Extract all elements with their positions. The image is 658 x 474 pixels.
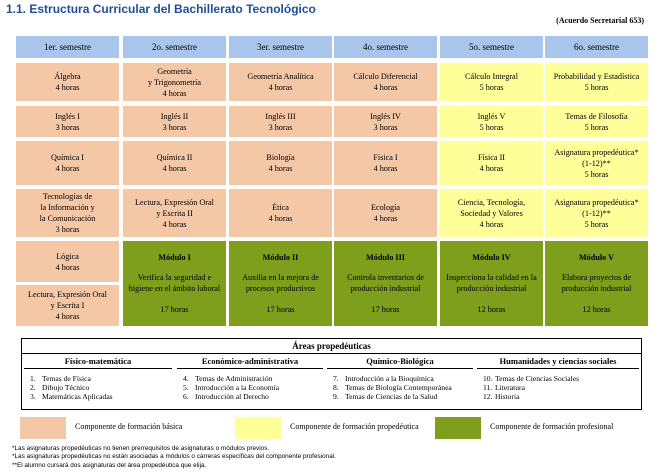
module-cell — [123, 241, 226, 326]
module-title: Módulo II — [262, 253, 299, 262]
area-subject-number: 6. — [183, 392, 189, 402]
subject-cell — [440, 106, 543, 137]
module-hours: 12 horas — [477, 305, 506, 314]
module-cell — [334, 241, 437, 326]
area-subject-number: 11. — [483, 383, 493, 393]
legend-label: Componente de formación básica — [75, 422, 183, 431]
area-subject-name: Temas de Biología Contemporánea — [345, 383, 452, 393]
area-subject-number: 12. — [483, 392, 493, 402]
cell-text-line: 4 horas — [55, 312, 80, 321]
area-subject — [24, 392, 172, 401]
footnotes — [12, 445, 336, 470]
module-description: Auxilia en la mejora de — [242, 273, 319, 282]
cell-text-line: Ciencia, Tecnología, — [457, 197, 526, 207]
cell-text-line: Geometría — [157, 66, 192, 76]
legend-swatch — [20, 417, 66, 439]
module-description: Verifica la seguridad e — [137, 273, 212, 282]
cell-text-line: 3 horas — [268, 122, 293, 132]
area-column — [477, 356, 639, 402]
cell-text-line: y Escrita II — [156, 208, 193, 218]
module-hours: 17 horas — [371, 305, 400, 314]
area-column — [327, 356, 473, 402]
cell-text-line: 4 horas — [268, 83, 293, 92]
area-subject-number: 10. — [483, 374, 493, 383]
semester-header: 2o. semestre — [123, 36, 226, 58]
cell-text-line: Inglés I — [55, 111, 80, 121]
cell-text-line: 4 horas — [268, 164, 293, 173]
subject-cell — [334, 141, 437, 185]
cell-text-line: 4 horas — [162, 164, 187, 173]
subject-cell — [334, 189, 437, 237]
area-subject — [477, 392, 639, 401]
subject-cell — [123, 189, 226, 237]
area-subject — [177, 374, 323, 383]
semester-header: 1er. semestre — [16, 36, 119, 58]
cell-text-line: Lógica — [56, 251, 79, 261]
area-subject — [477, 374, 639, 383]
module-hours: 17 horas — [266, 305, 295, 314]
cell-text-line: Inglés III — [265, 111, 296, 121]
cell-text-line: Asignatura propedéutica* — [554, 197, 639, 207]
area-subject-name: Temas de Administración — [195, 374, 273, 383]
subject-cell — [545, 63, 648, 101]
cell-text-line: 4 horas — [55, 83, 80, 92]
area-subject-name: Introducción a la Bioquímica — [345, 374, 434, 383]
subject-cell — [545, 189, 648, 237]
module-cell — [229, 241, 332, 326]
module-cell — [545, 241, 648, 326]
cell-text-line: Probabilidad y Estadística — [553, 72, 640, 81]
areas-divider — [22, 353, 641, 354]
cell-text-line: Inglés IV — [370, 111, 401, 121]
module-title: Módulo V — [578, 253, 615, 262]
cell-text-line: Química II — [156, 153, 193, 162]
subject-cell — [545, 141, 648, 185]
cell-text-line: 5 horas — [584, 219, 609, 229]
cell-text-line: Ecología — [370, 203, 401, 212]
subject-cell — [229, 189, 332, 237]
cell-text-line: 4 horas — [373, 164, 398, 173]
cell-text-line: Álgebra — [54, 72, 81, 81]
subject-cell — [440, 63, 543, 101]
cell-text-line: 5 horas — [479, 122, 504, 132]
cell-text-line: Química I — [51, 153, 84, 162]
cell-text-line: Asignatura propedéutica* — [554, 147, 639, 157]
cell-text-line: y Escrita I — [50, 301, 85, 310]
area-heading: Químico-Biológica — [327, 356, 473, 369]
cell-text-line: Cálculo Integral — [465, 72, 518, 81]
semester-header: 6o. semestre — [545, 36, 648, 58]
area-subject-name: Temas de Ciencias de la Salud — [345, 392, 438, 402]
subject-cell — [334, 63, 437, 101]
area-heading: Físico-matemática — [24, 356, 172, 369]
module-description: procesos productivos — [245, 284, 316, 293]
legend-label: Componente de formación propedéutica — [290, 422, 419, 431]
page-title: 1.1. Estructura Curricular del Bachillerato Tecnológico — [6, 2, 316, 16]
area-subject-name: Temas de Física — [42, 374, 91, 383]
subject-cell — [229, 141, 332, 185]
subject-cell-lectura-1 — [16, 285, 119, 326]
module-title: Módulo I — [158, 253, 191, 262]
cell-text-line: 4 horas — [55, 262, 80, 272]
area-subject-number: 5. — [183, 383, 189, 393]
cell-text-line: 4 horas — [373, 214, 398, 223]
module-description: Elabora proyectos de — [561, 273, 632, 282]
acuerdo-label: (Acuerdo Secretarial 653) — [556, 16, 644, 25]
cell-text-line: y Trigonometría — [148, 77, 201, 87]
cell-text-line: Lectura, Expresión Oral — [28, 290, 107, 299]
area-subject — [24, 374, 172, 383]
cell-text-line: 4 horas — [55, 164, 80, 173]
area-subject-name: Matemáticas Aplicadas — [42, 392, 113, 402]
areas-propedeuticas-table — [21, 338, 642, 410]
module-hours: 12 horas — [582, 305, 611, 314]
area-subject — [327, 374, 473, 383]
area-subject-name: Introducción al Derecho — [195, 392, 269, 402]
area-subject-number: 3. — [30, 392, 36, 402]
area-heading: Humanidades y ciencias sociales — [477, 356, 639, 369]
cell-text-line: Temas de Filosofía — [565, 111, 628, 121]
area-subject-name: Historia — [495, 392, 520, 402]
legend-swatch — [435, 417, 481, 439]
cell-text-line: Inglés V — [477, 111, 506, 121]
cell-text-line: la Información y — [40, 203, 95, 212]
area-subject-number: 8. — [333, 383, 339, 393]
cell-text-line: Geometría Analítica — [247, 72, 314, 81]
subject-cell — [16, 63, 119, 101]
area-subject — [24, 383, 172, 392]
module-description: producción industrial — [561, 284, 632, 293]
cell-text-line: Biología — [266, 153, 295, 162]
area-subject-number: 7. — [333, 374, 339, 383]
cell-text-line: 4 horas — [373, 83, 398, 92]
area-subject-name: Literatura — [495, 383, 525, 393]
subject-cell — [229, 106, 332, 137]
cell-text-line: 4 horas — [479, 164, 504, 173]
footnote-3: **El alumno cursará dos asignaturas del área propedéutica que elija. — [12, 461, 207, 469]
area-subject-number: 2. — [30, 383, 36, 393]
module-description: producción industrial — [456, 284, 527, 293]
semester-header: 5o. semestre — [440, 36, 543, 58]
semester-header: 3er. semestre — [229, 36, 332, 58]
area-subject-name: Dibujo Técnico — [42, 383, 90, 393]
module-hours: 17 horas — [160, 305, 189, 314]
subject-cell — [334, 106, 437, 137]
area-subject-number: 9. — [333, 392, 339, 402]
area-subject — [177, 383, 323, 392]
cell-text-line: Física I — [373, 153, 398, 162]
module-title: Módulo IV — [472, 253, 511, 262]
subject-cell — [229, 63, 332, 101]
area-subject — [177, 392, 323, 401]
subject-cell — [16, 189, 119, 237]
areas-title: Áreas propedéuticas — [292, 341, 371, 351]
area-subject-number: 4. — [183, 374, 189, 383]
area-subject — [327, 383, 473, 392]
cell-text-line: Sociedad y Valores — [460, 208, 523, 218]
cell-text-line: Lectura, Expresión Oral — [135, 197, 214, 207]
area-subject-number: 1. — [30, 374, 36, 383]
semester-header: 4o. semestre — [334, 36, 437, 58]
cell-text-line: 4 horas — [268, 214, 293, 223]
cell-text-line: Física II — [477, 153, 506, 162]
module-cell — [440, 241, 543, 326]
module-description: higiene en el ámbito laboral — [128, 284, 221, 293]
cell-text-line: 4 horas — [162, 219, 187, 229]
legend-swatch — [235, 417, 281, 439]
subject-cell — [440, 141, 543, 185]
area-heading: Económico-administrativa — [177, 356, 323, 369]
cell-text-line: 5 horas — [584, 169, 609, 179]
subject-cell — [123, 106, 226, 137]
area-subject — [477, 383, 639, 392]
subject-cell — [440, 189, 543, 237]
cell-text-line: Inglés II — [160, 111, 189, 121]
cell-text-line: 3 horas — [162, 122, 187, 132]
cell-text-line: 3 horas — [55, 225, 80, 234]
subject-cell — [123, 63, 226, 101]
cell-text-line: 5 horas — [584, 83, 609, 92]
area-subject — [327, 392, 473, 401]
subject-cell — [16, 141, 119, 185]
cell-text-line: (1-12)** — [582, 208, 611, 218]
subject-cell-logica — [16, 241, 119, 282]
module-description: Inspecciona la calidad en la — [446, 273, 537, 282]
cell-text-line: 4 horas — [162, 88, 187, 98]
cell-text-line: 3 horas — [55, 122, 80, 132]
cell-text-line: Ética — [272, 203, 289, 212]
area-column — [177, 356, 323, 402]
legend-label: Componente de formación profesional — [490, 422, 614, 431]
module-description: Controla inventarios de — [347, 273, 424, 282]
footnote-2: *Las asignaturas propedéuticas no están asociadas a módulos o carreras específicas del componente profesional. — [12, 453, 336, 461]
cell-text-line: Cálculo Diferencial — [353, 72, 418, 81]
cell-text-line: (1-12)** — [582, 158, 611, 168]
module-title: Módulo III — [366, 253, 405, 262]
cell-text-line: 3 horas — [373, 122, 398, 132]
cell-text-line: 4 horas — [479, 219, 504, 229]
cell-text-line: 5 horas — [584, 122, 609, 132]
module-description: producción industrial — [350, 284, 421, 293]
area-column — [24, 356, 172, 402]
cell-text-line: Tecnologías de — [42, 192, 93, 201]
footnote-1: *Las asignaturas propedéuticas no tienen prerrequisitos de asignaturas o módulos previos. — [12, 445, 270, 452]
area-subject-name: Introducción a la Economía — [195, 383, 280, 393]
subject-cell — [123, 141, 226, 185]
cell-text-line: la Comunicación — [39, 214, 96, 223]
subject-cell — [545, 106, 648, 137]
area-subject-name: Temas de Ciencias Sociales — [495, 374, 580, 383]
subject-cell — [16, 106, 119, 137]
cell-text-line: 5 horas — [479, 83, 504, 92]
